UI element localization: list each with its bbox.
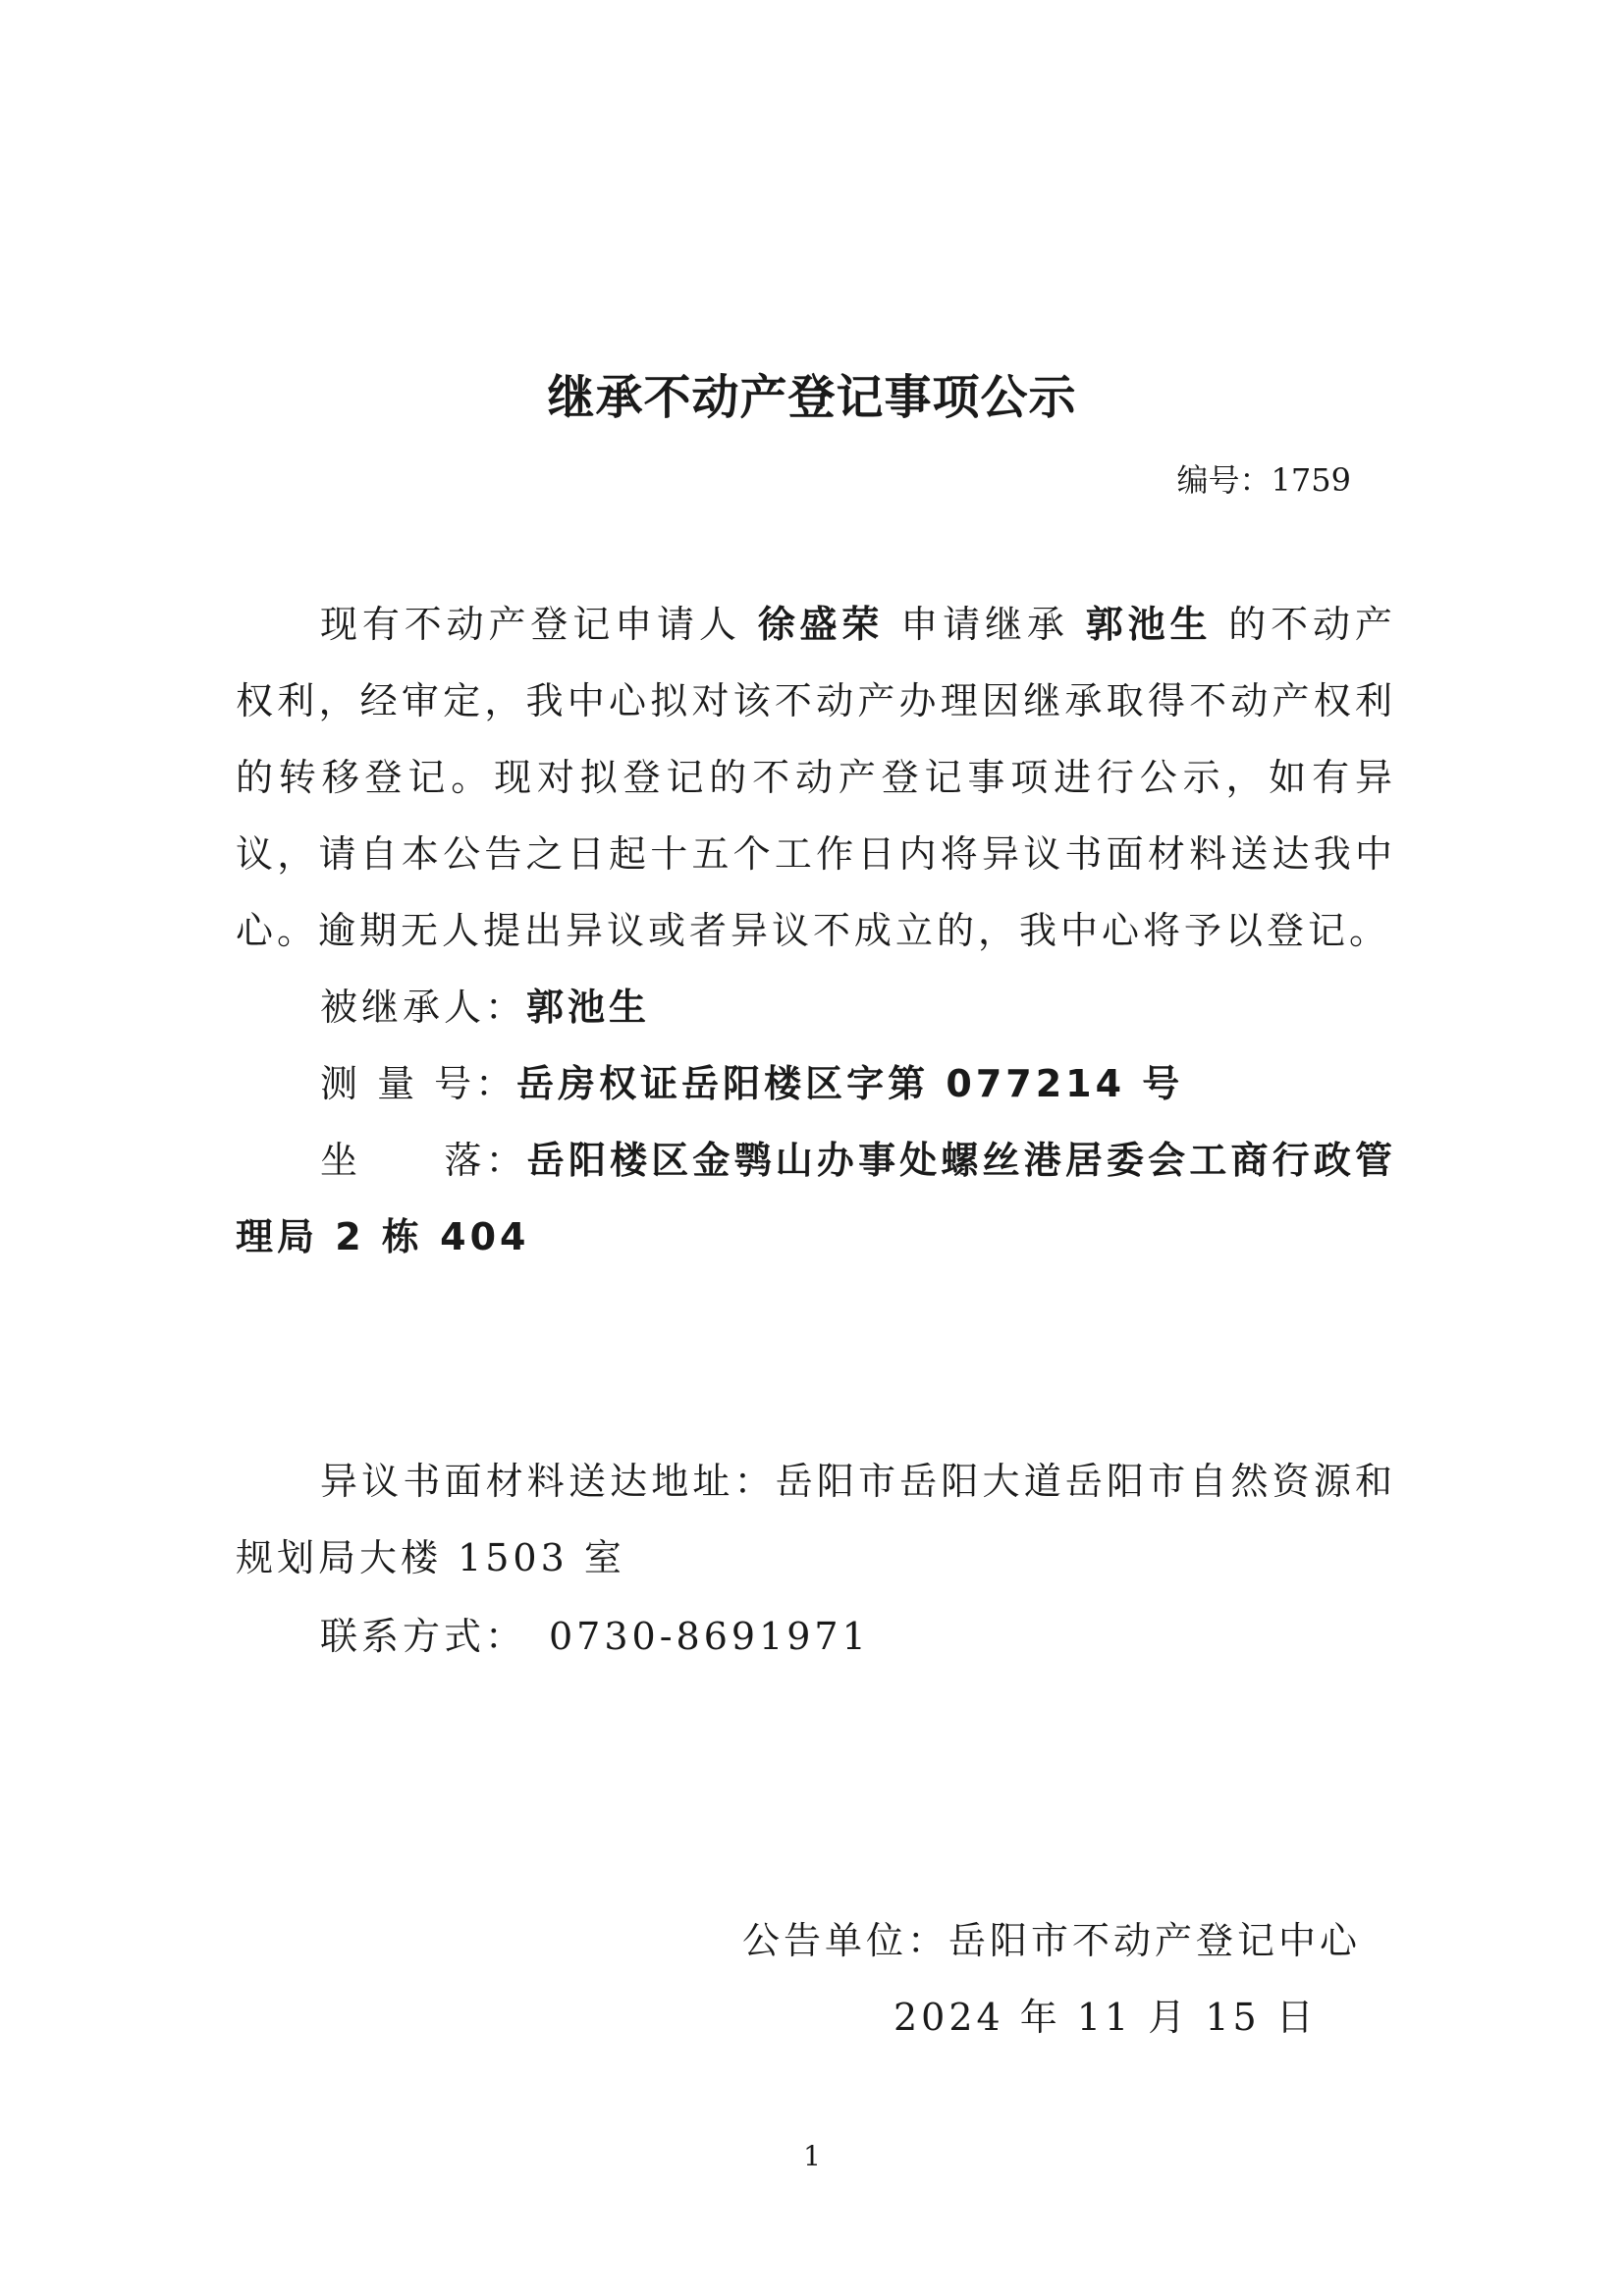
intro-middle: 申请继承: [900, 603, 1069, 646]
decedent-value: 郭池生: [526, 986, 651, 1029]
document-title: 继承不动产登记事项公示: [547, 370, 1077, 425]
decedent-label: 被继承人：: [320, 986, 527, 1029]
objection-address: [236, 1443, 1396, 1596]
location-label: 坐 落：: [320, 1139, 527, 1182]
survey-label: 测 量 号：: [320, 1062, 517, 1105]
survey-field: [236, 1045, 1396, 1122]
decedent-name: 郭池生: [1085, 603, 1213, 646]
objection-address-text: 异议书面材料送达地址：岳阳市岳阳大道岳阳市自然资源和规划局大楼 1503 室: [236, 1460, 1396, 1579]
page-number: 1: [803, 2140, 821, 2172]
intro-prefix: 现有不动产登记申请人: [320, 603, 741, 646]
location-field: [236, 1122, 1396, 1275]
notice-body: [236, 586, 1396, 1275]
location-value: 岳阳楼区金鹗山办事处螺丝港居委会工商行政管理局 2 栋 404: [236, 1139, 1396, 1258]
issuing-organization: 公告单位：岳阳市不动产登记中心: [742, 1919, 1362, 1962]
intro-paragraph: [236, 586, 1396, 969]
contact-text: 联系方式： 0730-8691971: [320, 1615, 870, 1658]
decedent-field: [236, 969, 1396, 1045]
survey-value: 岳房权证岳阳楼区字第 077214 号: [516, 1062, 1184, 1105]
issue-date: 2024 年 11 月 15 日: [893, 1996, 1318, 2039]
document-number: 编号：1759: [1176, 461, 1351, 499]
contact-info: [236, 1606, 1396, 1660]
applicant-name: 徐盛荣: [757, 603, 885, 646]
intro-suffix: 的不动产权利，经审定，我中心拟对该不动产办理因继承取得不动产权利的转移登记。现对拟登记的不动产登记事项进行公示，如有异议，请自本公告之日起十五个工作日内将异议书面材料送达我中心。逾期无人提出异议或者异议不成立的，我中心将予以登记。: [236, 603, 1396, 952]
